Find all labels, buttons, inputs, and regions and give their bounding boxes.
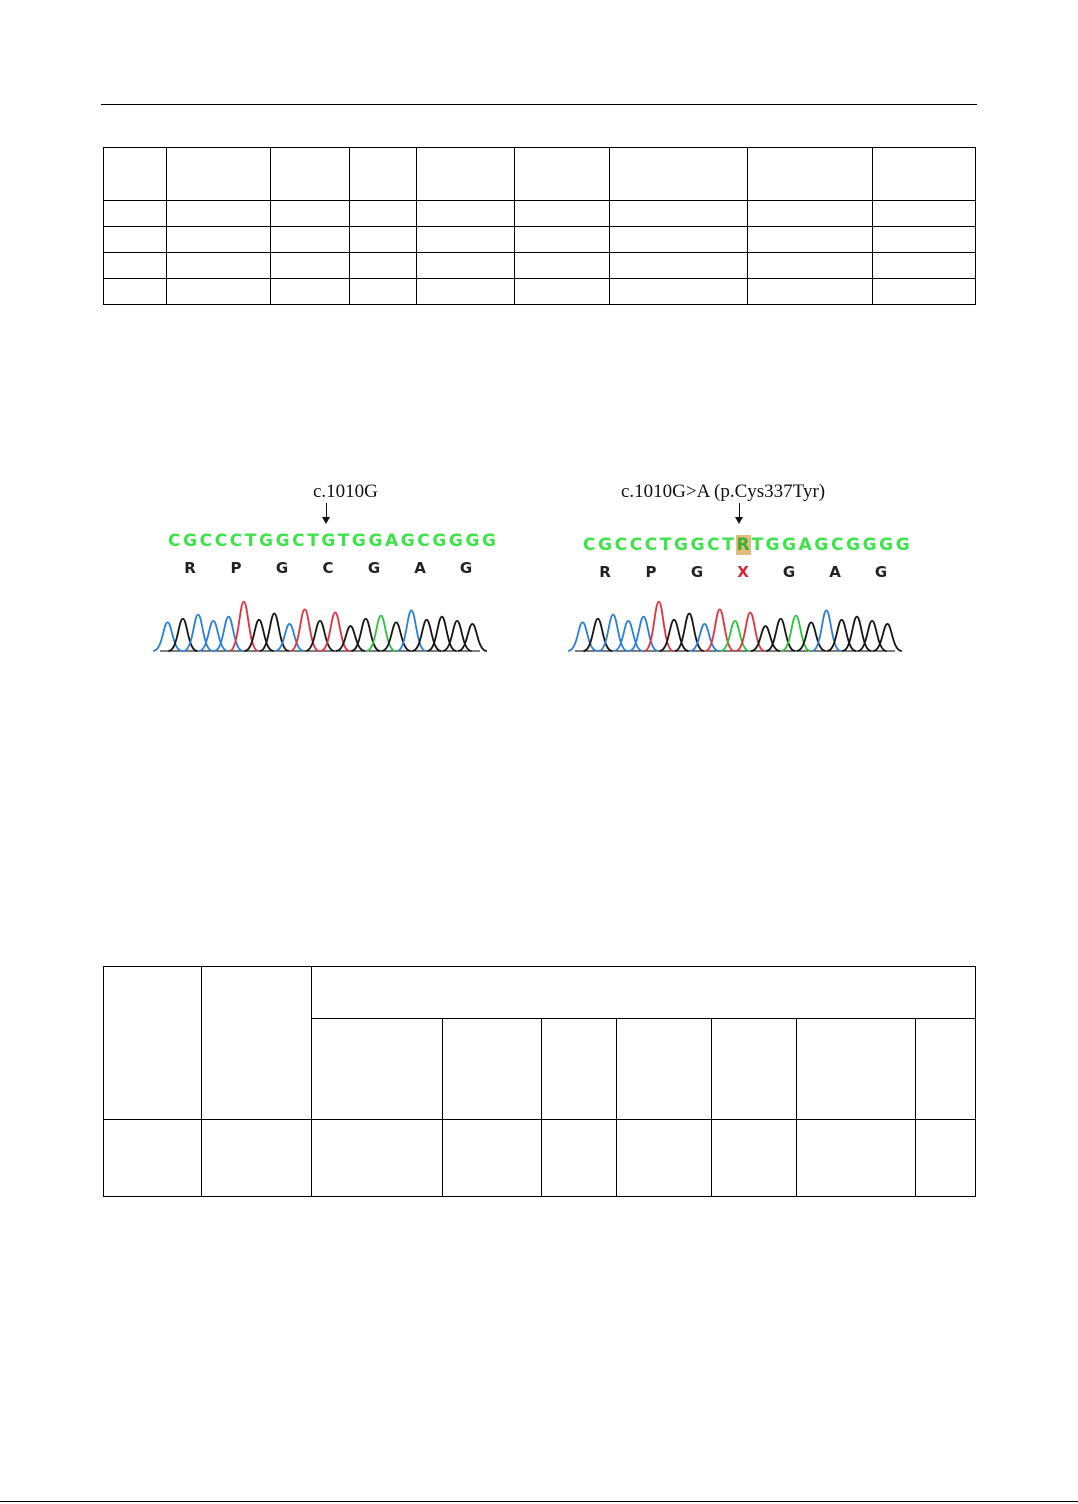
- table-2: [103, 966, 976, 1197]
- amino-acid-letter: G: [459, 559, 473, 577]
- chromatogram-wildtype: [150, 475, 500, 665]
- amino-acid-letter: A: [829, 563, 841, 581]
- table-row: [104, 1120, 976, 1197]
- amino-acid-letter: G: [782, 563, 796, 581]
- table-row: [104, 253, 976, 279]
- trace-peak: [290, 609, 319, 651]
- wildtype-trace: [160, 593, 490, 659]
- wildtype-amino-acids: [167, 559, 489, 577]
- mutant-arrow-icon: [739, 503, 740, 522]
- trace-peak: [705, 609, 734, 651]
- amino-acid-letter: X: [737, 563, 749, 581]
- amino-acid-letter: P: [230, 559, 242, 577]
- mutant-sequence: [583, 535, 912, 555]
- mutant-amino-acids: [582, 563, 904, 581]
- amino-acid-letter: R: [184, 559, 196, 577]
- amino-acid-letter: G: [275, 559, 289, 577]
- mutant-label: c.1010G>A (p.Cys337Tyr): [621, 481, 826, 502]
- table-1-header-row: [104, 148, 976, 201]
- amino-acid-letter: G: [690, 563, 704, 581]
- amino-acid-letter: C: [322, 559, 334, 577]
- table-row: [104, 201, 976, 227]
- amino-acid-letter: A: [414, 559, 426, 577]
- table-row: [104, 227, 976, 253]
- mutant-sequence-highlight: R: [736, 535, 752, 555]
- footer-rule: [0, 1501, 1078, 1502]
- mutant-trace: [575, 593, 905, 659]
- amino-acid-letter: G: [367, 559, 381, 577]
- wildtype-sequence: CGCCCTGGCTGTGGAGCGGGG: [168, 531, 499, 551]
- table-2-header-row: [104, 967, 976, 1019]
- table-row: [104, 279, 976, 305]
- amino-acid-letter: G: [874, 563, 888, 581]
- trace-peak: [229, 602, 258, 651]
- wildtype-label: c.1010G: [313, 481, 378, 502]
- trace-peak: [644, 602, 673, 651]
- mutant-sequence-after: TGGAGCGGGG: [751, 535, 913, 555]
- amino-acid-letter: R: [599, 563, 611, 581]
- wildtype-arrow-icon: [326, 503, 327, 522]
- mutant-sequence-before: CGCCCTGGCT: [583, 535, 737, 555]
- chromatogram-mutant: [565, 475, 915, 665]
- amino-acid-letter: P: [645, 563, 657, 581]
- table-1: [103, 147, 976, 305]
- header-rule: [101, 104, 977, 105]
